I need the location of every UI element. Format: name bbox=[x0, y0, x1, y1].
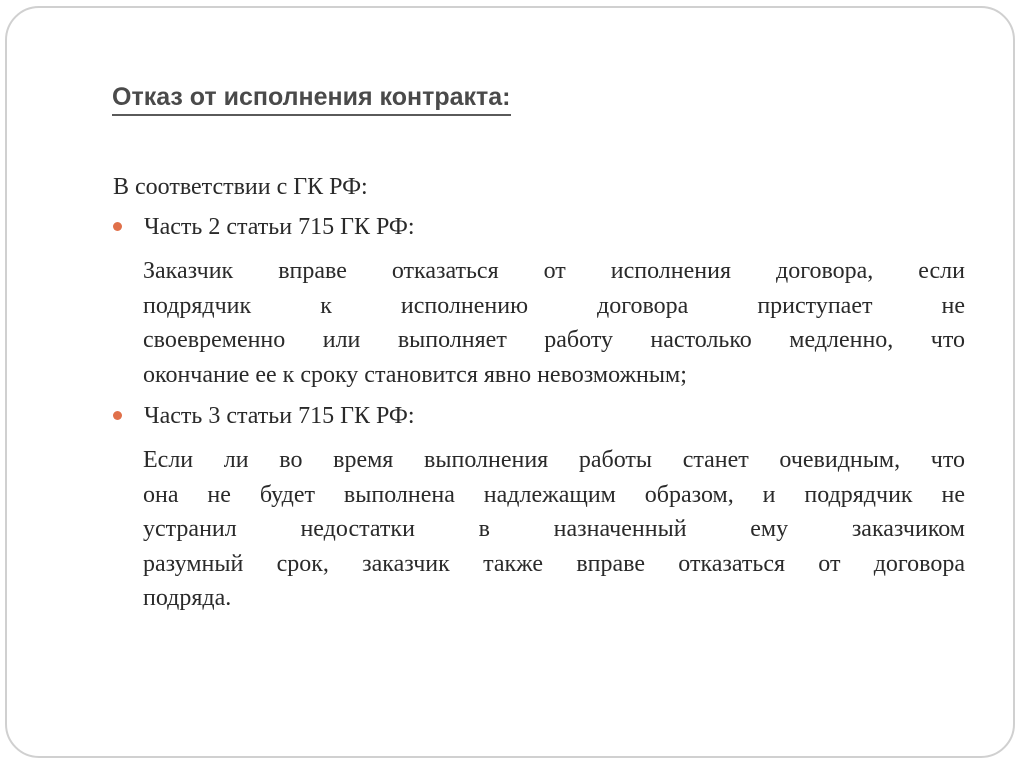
paragraph-line: разумный срок, заказчик также вправе отказаться от договора bbox=[143, 550, 965, 577]
bullet-dot-icon bbox=[113, 411, 122, 420]
paragraph-line: окончание ее к сроку становится явно невозможным; bbox=[143, 361, 687, 388]
paragraph-line: Заказчик вправе отказаться от исполнения договора, если bbox=[143, 258, 965, 284]
bullet-label: Часть 2 статьи 715 ГК РФ: bbox=[144, 214, 415, 240]
paragraph-line: своевременно или выполняет работу настолько медленно, что bbox=[143, 327, 965, 353]
slide-title: Отказ от исполнения контракта: bbox=[112, 80, 511, 116]
bullet-dot-icon bbox=[113, 222, 122, 231]
paragraph-part-3 bbox=[143, 443, 965, 616]
paragraph-line: подрядчик к исполнению договора приступает не bbox=[143, 292, 965, 319]
paragraph-line: подряда. bbox=[143, 585, 232, 611]
bullet-label: Часть 3 статьи 715 ГК РФ: bbox=[144, 403, 415, 429]
intro-text: В соответствии с ГК РФ: bbox=[113, 174, 368, 200]
paragraph-line: устранил недостатки в назначенный ему заказчиком bbox=[143, 516, 965, 542]
paragraph-line: она не будет выполнена надлежащим образом, и подрядчик не bbox=[143, 481, 965, 508]
paragraph-line: Если ли во время выполнения работы станет очевидным, что bbox=[143, 447, 965, 473]
paragraph-part-2 bbox=[143, 254, 965, 392]
